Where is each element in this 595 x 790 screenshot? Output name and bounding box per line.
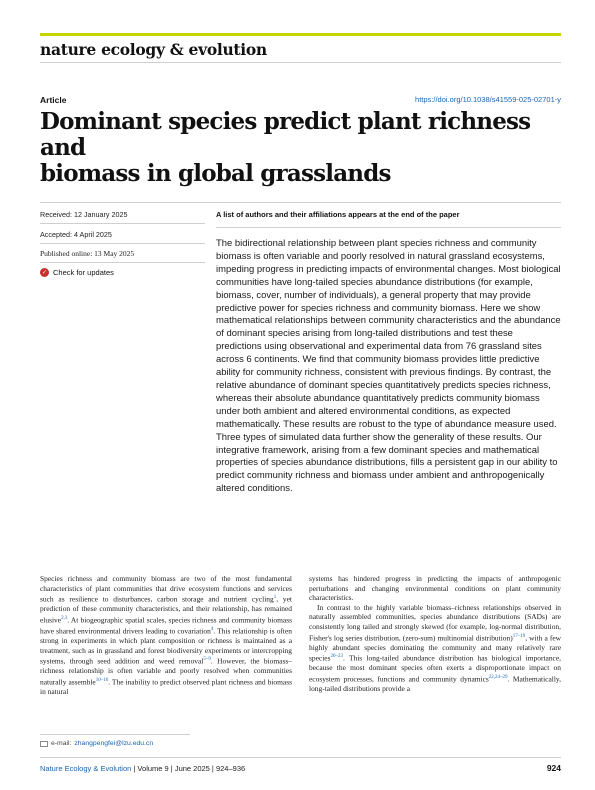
title-divider (40, 202, 561, 203)
citation-ref[interactable]: 17–19 (512, 633, 526, 639)
body-text: . At biogeographic spatial scales, species richness and community biomass have shared environmental drivers leading to covariation (40, 615, 292, 636)
body-column-right (309, 574, 561, 694)
body-paragraph (309, 603, 561, 694)
check-updates-icon: ✓ (41, 270, 48, 276)
email-link[interactable]: zhangpengfei@lzu.edu.cn (74, 740, 154, 747)
title-line: biomass in global grasslands (40, 160, 391, 187)
body-text: . However, the biomass–richness relationship is often variable and poorly resolved when communities naturally assemble (40, 656, 292, 687)
citation-ref[interactable]: 5–9 (203, 657, 211, 663)
footer-divider (40, 757, 561, 758)
accepted-date: Accepted: 4 April 2025 (40, 230, 112, 239)
received-date: Received: 12 January 2025 (40, 210, 128, 219)
body-column-left (40, 574, 292, 697)
body-text: Species richness and community biomass are two of the most fundamental characteristics of plant communities that drive ecosystem functions and services such as resilience to disturbances, carbon storage and nutrient cycling (40, 574, 292, 604)
abstract-divider (216, 227, 561, 228)
page-number: 924 (546, 763, 561, 773)
body-text: In contrast to the highly variable biomass–richness relationships observed in naturally assembled communities, species abundance distributions (SADs) are consistently long tailed and strongly skewed (for example, log-normal distribution, Fisher's log series distribution, (zero-sum) multinomial distribution) (309, 602, 561, 643)
published-date: Published online: 13 May 2025 (40, 249, 135, 258)
abstract: The bidirectional relationship between plant species richness and community biomass is often variable and poorly resolved in natural grassland ecosystems, impeding progress in predicting impacts of environmental changes. Most biological communities have long-tailed species abundance distributions (for example, biomass, cover, number of individuals), a general property that may provide predictive power for species richness and community biomass. Here we show mathematical relationships between community characteristics and the abundance of dominant species arising from long-tailed distributions and test these predictions using observational and experimental data from 76 grassland sites across 6 continents. We find that community biomass provides little predictive ability for community richness, consistent with previous findings. By contrast, the relative abundance of dominant species quantitatively predicts species richness, whereas their absolute abundance quantitatively predicts community biomass under both ambient and altered environmental conditions, as expected mathematically. These results are robust to the type of abundance measure used. Three types of simulated data further show the generality of these results. Our integrative framework, arising from a few dominant species and mathematical properties of species abundance distributions, fills a persistent gap in our ability to predict community richness and biomass under ambient and anthropogenically altered conditions. (216, 238, 561, 495)
title-line: Dominant species predict plant richness and (40, 108, 531, 161)
footer-journal[interactable]: Nature Ecology & Evolution (40, 764, 132, 773)
meta-divider (40, 262, 205, 263)
email-label: e-mail: (51, 740, 72, 747)
citation-ref[interactable]: 1 (273, 595, 277, 601)
correspondence (40, 740, 153, 747)
footer-citation (40, 764, 245, 773)
meta-divider (40, 223, 205, 224)
body-text: . This long-tailed abundance distribution has biological importance, because the most dominant species often exerts a disproportionate impact on ecosystem processes, functions and community dynamics (309, 653, 561, 684)
check-updates-label: Check for updates (53, 268, 114, 277)
body-text: , yet prediction of these community characteristics, and their relationship, has remained elusive (40, 594, 292, 625)
body-text: . This relationship is often strong in experiments in which plant composition or richness is maintained as a treatment, such as in grassland and forest biodiversity experiments or intercropping systems, through seed addition and weed removal (40, 626, 292, 666)
article-title (40, 109, 565, 187)
citation-ref[interactable]: 22,24–29 (488, 674, 508, 680)
body-paragraph: systems has hindered progress in predicting the impacts of anthropogenic perturbations and changing environmental conditions on plant community characteristics. (309, 574, 561, 603)
body-text: . The inability to predict observed plant richness and biomass in natural (40, 677, 292, 696)
citation-ref[interactable]: 20–23 (330, 654, 343, 660)
citation-ref[interactable]: 4 (210, 626, 214, 632)
footer-volume: | Volume 9 | June 2025 | 924–936 (131, 764, 246, 773)
journal-accent-bar (40, 33, 561, 36)
meta-divider (40, 243, 205, 244)
citation-ref[interactable]: 2,3 (61, 615, 68, 621)
header-divider (40, 62, 561, 63)
footnote-divider (40, 734, 190, 735)
body-text: , with a few highly abundant species dominating the community and many relatively rare species (309, 633, 561, 663)
article-type: Article (40, 95, 67, 105)
doi-link[interactable]: https://doi.org/10.1038/s41559-025-02701-y (415, 95, 561, 104)
check-for-updates-button[interactable] (40, 268, 114, 277)
body-text: . Mathematically, long-tailed distributions provide a (309, 674, 561, 693)
mail-icon (40, 741, 48, 747)
citation-ref[interactable]: 10–16 (95, 677, 109, 683)
authors-note: A list of authors and their affiliations appears at the end of the paper (216, 210, 460, 219)
journal-name: nature ecology & evolution (40, 40, 267, 59)
